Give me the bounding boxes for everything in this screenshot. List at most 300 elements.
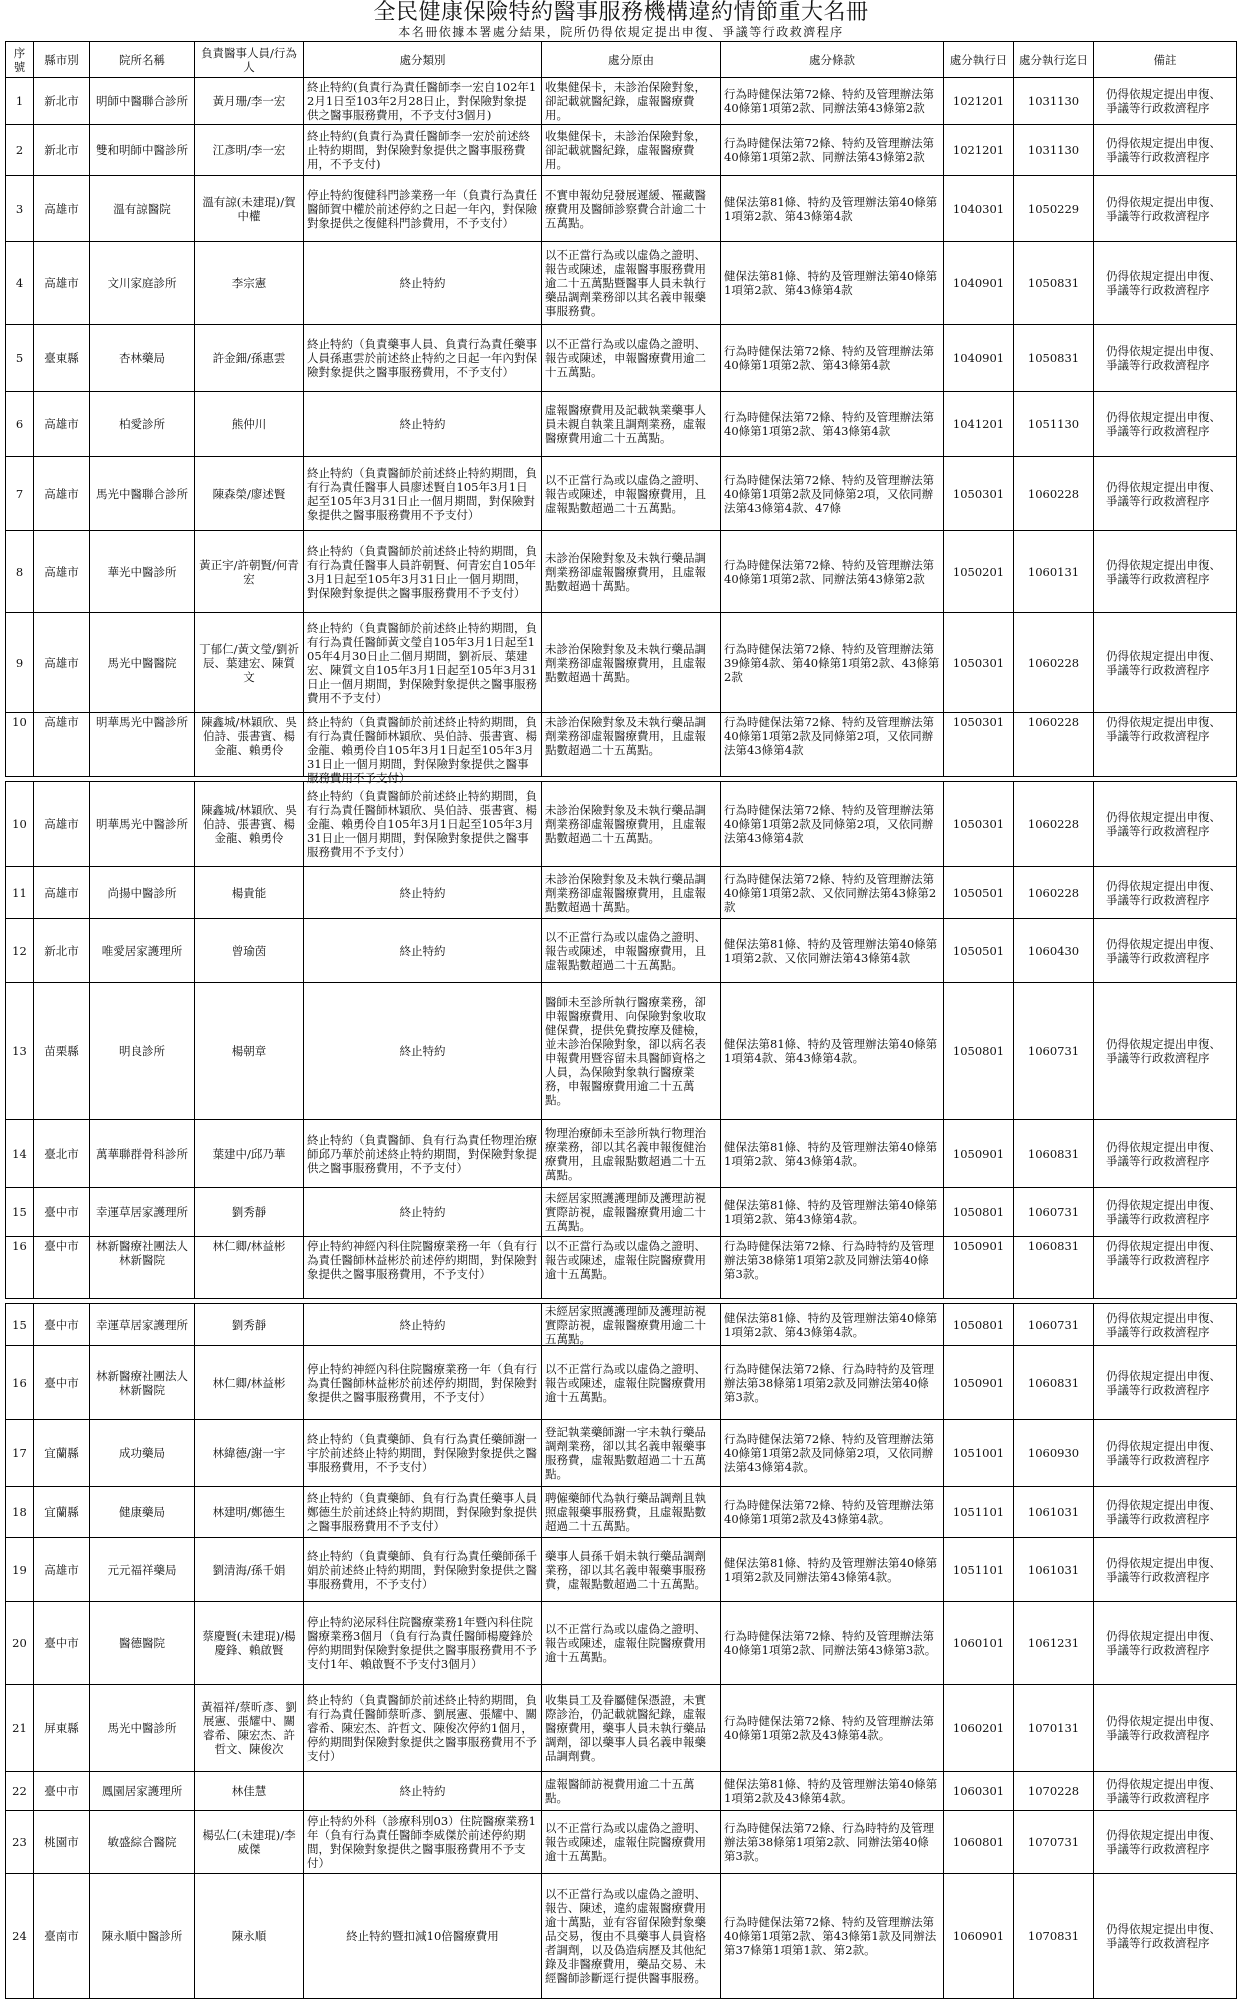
seq-cell: 12 (6, 919, 34, 982)
table-row (6, 1420, 1237, 1487)
header-institution-name: 院所名稱 (90, 42, 195, 77)
institution-name-cell: 成功藥局 (90, 1420, 195, 1486)
end-date-cell: 1060430 (1014, 919, 1094, 982)
seq-cell: 5 (6, 325, 34, 391)
remark-cell: 仍得依規定提出申復、爭議等行政救濟程序 (1094, 1772, 1237, 1810)
end-date-cell: 1060930 (1014, 1420, 1094, 1486)
end-date-cell: 1060831 (1014, 1120, 1094, 1187)
institution-name-cell: 醫德醫院 (90, 1602, 195, 1684)
penalty-reason-cell: 以不正當行為或以虛偽之證明、報告或陳述，申報醫療費用，且虛報點數超過二十五萬點。 (542, 457, 721, 530)
end-date-cell: 1060228 (1014, 867, 1094, 918)
penalty-category-cell: 終止特約（負責藥師、負有行為責任藥師孫千娟於前述終止特約期間，對保險對象提供之醫事服務費用，不予支付） (304, 1538, 542, 1601)
penalty-clause-cell: 行為時健保法第72條、特約及管理辦法第40條第1項第2款、第43條第4款 (721, 392, 944, 456)
institution-name-cell: 尚揚中醫診所 (90, 867, 195, 918)
seq-cell: 8 (6, 531, 34, 612)
city-cell: 臺中市 (34, 1304, 90, 1345)
penalty-clause-cell: 健保法第81條、特約及管理辦法第40條第1項第2款、第43條第4款 (721, 242, 944, 324)
start-date-cell: 1060901 (944, 1874, 1014, 1998)
penalty-category-cell: 停止特約泌尿科住院醫療業務1年暨內科住院醫療業務3個月（負有行為責任醫師楊慶鋒於停約期間對保險對象提供之醫事服務費用不予支付1年、賴啟賢不予支付3個月） (304, 1602, 542, 1684)
remark-cell: 仍得依規定提出申復、爭議等行政救濟程序 (1094, 392, 1237, 456)
start-date-cell: 1040301 (944, 176, 1014, 241)
institution-name-cell: 萬華聯群骨科診所 (90, 1120, 195, 1187)
start-date-cell: 1041201 (944, 392, 1014, 456)
institution-name-cell: 幸運草居家護理所 (90, 1188, 195, 1236)
header-penalty-reason: 處分原由 (542, 42, 721, 77)
end-date-cell: 1070731 (1014, 1811, 1094, 1873)
penalty-clause-cell: 行為時健保法第72條、特約及管理辦法第40條第1項第2款及同條第2項，又依同辦法第43條第4款 (721, 713, 944, 776)
institution-name-cell: 明華馬光中醫診所 (90, 782, 195, 866)
institution-name-cell: 明華馬光中醫診所 (90, 713, 195, 776)
city-cell: 苗栗縣 (34, 983, 90, 1119)
penalty-reason-cell: 以不正當行為或以虛偽之證明、報告或陳述，虛報住院醫療費用逾十五萬點。 (542, 1602, 721, 1684)
remark-cell: 仍得依規定提出申復、爭議等行政救濟程序 (1094, 983, 1237, 1119)
city-cell: 高雄市 (34, 613, 90, 712)
penalty-reason-cell: 收集健保卡，未診治保險對象，卻記載就醫紀錄，虛報醫療費用。 (542, 78, 721, 124)
remark-cell: 仍得依規定提出申復、爭議等行政救濟程序 (1094, 1120, 1237, 1187)
city-cell: 宜蘭縣 (34, 1420, 90, 1486)
penalty-reason-cell: 未診治保險對象及未執行藥品調劑業務卻虛報醫療費用，且虛報點數超過二十五萬點。 (542, 782, 721, 866)
penalty-reason-cell: 登記執業藥師謝一宇未執行藥品調劑業務，卻以其名義申報藥事服務費，虛報點數超過二十五萬點。 (542, 1420, 721, 1486)
document-subtitle: 本名冊依據本署處分結果，院所仍得依規定提出申復、爭議等行政救濟程序 (398, 25, 844, 39)
end-date-cell: 1060731 (1014, 983, 1094, 1119)
seq-cell: 1 (6, 78, 34, 124)
remark-cell: 仍得依規定提出申復、爭議等行政救濟程序 (1094, 125, 1237, 175)
penalty-category-cell: 終止特約（負責醫師於前述終止特約期間，負有行為責任醫事人員廖述賢自105年3月1日起至105年3月31日止一個月期間，對保險對象提供之醫事服務費用不予支付） (304, 457, 542, 530)
institution-name-cell: 鳳園居家護理所 (90, 1772, 195, 1810)
remark-cell: 仍得依規定提出申復、爭議等行政救濟程序 (1094, 1487, 1237, 1537)
city-cell: 高雄市 (34, 782, 90, 866)
penalty-category-cell: 終止特約 (304, 983, 542, 1119)
city-cell: 宜蘭縣 (34, 1487, 90, 1537)
seq-cell: 11 (6, 867, 34, 918)
remark-cell: 仍得依規定提出申復、爭議等行政救濟程序 (1094, 1874, 1237, 1998)
responsible-person-cell: 林佳慧 (195, 1772, 304, 1810)
table-row (6, 713, 1237, 777)
penalty-clause-cell: 健保法第81條、特約及管理辦法第40條第1項第2款、第43條第4款 (721, 176, 944, 241)
end-date-cell: 1070228 (1014, 1772, 1094, 1810)
start-date-cell: 1051101 (944, 1487, 1014, 1537)
penalty-reason-cell: 未診治保險對象及未執行藥品調劑業務卻虛報醫療費用，且虛報點數超過十萬點。 (542, 531, 721, 612)
penalty-category-cell: 停止特約復健科門診業務一年（負責行為責任醫師賀中權於前述停約之日起一年內，對保險對象提供之復健科門診費用，不予支付） (304, 176, 542, 241)
city-cell: 高雄市 (34, 176, 90, 241)
responsible-person-cell: 黃月珊/李一宏 (195, 78, 304, 124)
start-date-cell: 1050501 (944, 867, 1014, 918)
institution-name-cell: 馬光中醫診所 (90, 1685, 195, 1771)
penalty-clause-cell: 健保法第81條、特約及管理辦法第40條第1項第2款、第43條第4款。 (721, 1120, 944, 1187)
penalty-clause-cell: 健保法第81條、特約及管理辦法第40條第1項第2款、又依同辦法第43條第4款 (721, 919, 944, 982)
penalty-category-cell: 終止特約（負責醫師、負有行為責任物理治療師邱乃華於前述終止特約期間，對保險對象提供之醫事服務費用，不予支付） (304, 1120, 542, 1187)
remark-cell: 仍得依規定提出申復、爭議等行政救濟程序 (1094, 919, 1237, 982)
end-date-cell: 1050229 (1014, 176, 1094, 241)
responsible-person-cell: 李宗憲 (195, 242, 304, 324)
responsible-person-cell: 林緯德/謝一宇 (195, 1420, 304, 1486)
institution-name-cell: 馬光中醫聯合診所 (90, 457, 195, 530)
penalty-reason-cell: 聘僱藥師代為執行藥品調劑且執照虛報藥事服務費，且虛報點數超過二十五萬點。 (542, 1487, 721, 1537)
header-penalty-category: 處分類別 (304, 42, 542, 77)
table-row (6, 1874, 1237, 1999)
penalty-clause-cell: 行為時健保法第72條、特約及管理辦法第40條第1項第2款、同辦法第43條第2款 (721, 78, 944, 124)
responsible-person-cell: 陳森榮/廖述賢 (195, 457, 304, 530)
start-date-cell: 1050901 (944, 1237, 1014, 1298)
responsible-person-cell: 黃福祥/蔡昕彥、劉展憲、張耀中、關睿希、陳宏杰、許哲文、陳俊次 (195, 1685, 304, 1771)
table-row (6, 919, 1237, 983)
responsible-person-cell: 劉秀靜 (195, 1304, 304, 1345)
responsible-person-cell: 江彥明/李一宏 (195, 125, 304, 175)
penalty-reason-cell: 以不正當行為或以虛偽之證明、報告或陳述，虛報住院醫療費用逾十五萬點。 (542, 1811, 721, 1873)
city-cell: 高雄市 (34, 457, 90, 530)
table-header (6, 42, 1237, 78)
penalty-reason-cell: 虛報醫療費用及記載執業藥事人員未親自執業且調劑業務，虛報醫療費用逾二十五萬點。 (542, 392, 721, 456)
city-cell: 高雄市 (34, 392, 90, 456)
responsible-person-cell: 楊弘仁(未建琨)/李威傑 (195, 1811, 304, 1873)
responsible-person-cell: 熊仲川 (195, 392, 304, 456)
remark-cell: 仍得依規定提出申復、爭議等行政救濟程序 (1094, 1188, 1237, 1236)
penalty-reason-cell: 收集健保卡，未診治保險對象，卻記載就醫紀錄，虛報醫療費用。 (542, 125, 721, 175)
penalty-reason-cell: 未診治保險對象及未執行藥品調劑業務卻虛報醫療費用，且虛報點數超過二十五萬點。 (542, 713, 721, 776)
remark-cell: 仍得依規定提出申復、爭議等行政救濟程序 (1094, 1685, 1237, 1771)
start-date-cell: 1050301 (944, 613, 1014, 712)
responsible-person-cell: 陳鑫城/林穎欣、吳伯詩、張書賓、楊金龍、賴勇伶 (195, 782, 304, 866)
responsible-person-cell: 丁郁仁/黃文瑩/劉祈辰、葉建宏、陳質文 (195, 613, 304, 712)
penalty-category-cell: 終止特約 (304, 1772, 542, 1810)
end-date-cell: 1060228 (1014, 713, 1094, 776)
table-row (6, 1685, 1237, 1772)
institution-name-cell: 溫有諒醫院 (90, 176, 195, 241)
institution-name-cell: 健康藥局 (90, 1487, 195, 1537)
end-date-cell: 1061231 (1014, 1602, 1094, 1684)
penalty-reason-cell: 以不正當行為或以虛偽之證明、報告或陳述，申報醫療費用逾二十五萬點。 (542, 325, 721, 391)
end-date-cell: 1031130 (1014, 125, 1094, 175)
penalty-clause-cell: 行為時健保法第72條、行為時特約及管理辦法第38條第1項第2款及同辦法第40條第3款。 (721, 1346, 944, 1419)
start-date-cell: 1050201 (944, 531, 1014, 612)
city-cell: 臺中市 (34, 1772, 90, 1810)
penalty-clause-cell: 行為時健保法第72條、特約及管理辦法第40條第1項第2款及43條第4款。 (721, 1487, 944, 1537)
penalty-clause-cell: 行為時健保法第72條、特約及管理辦法第40條第1項第2款、又依同辦法第43條第2款 (721, 867, 944, 918)
seq-cell: 15 (6, 1304, 34, 1345)
responsible-person-cell: 陳永順 (195, 1874, 304, 1998)
penalty-clause-cell: 健保法第81條、特約及管理辦法第40條第1項第4款、第43條第4款。 (721, 983, 944, 1119)
table-row (6, 176, 1237, 242)
remark-cell: 仍得依規定提出申復、爭議等行政救濟程序 (1094, 1237, 1237, 1298)
seq-cell: 6 (6, 392, 34, 456)
remark-cell: 仍得依規定提出申復、爭議等行政救濟程序 (1094, 457, 1237, 530)
penalty-clause-cell: 健保法第81條、特約及管理辦法第40條第1項第2款、第43條第4款。 (721, 1304, 944, 1345)
penalty-category-cell: 終止特約 (304, 242, 542, 324)
penalty-reason-cell: 以不正當行為或以虛偽之證明、報告或陳述，申報醫療費用，且虛報點數超過二十五萬點。 (542, 919, 721, 982)
remark-cell: 仍得依規定提出申復、爭議等行政救濟程序 (1094, 78, 1237, 124)
penalty-category-cell: 終止特約 (304, 1188, 542, 1236)
penalty-reason-cell: 以不正當行為或以虛偽之證明、報告、陳述，違約虛報醫療費用逾十萬點，並有容留保險對象藥品交易，復由不具藥事人員資格者調劑，以及偽造病歷及其他紀錄及非醫療費用，藥品交易、未經醫師診斷逕行提供醫事服務。 (542, 1874, 721, 1998)
table-row (6, 1811, 1237, 1874)
seq-cell: 7 (6, 457, 34, 530)
responsible-person-cell: 黃正宇/許朝賢/何青宏 (195, 531, 304, 612)
seq-cell: 16 (6, 1346, 34, 1419)
responsible-person-cell: 林仁卿/林益彬 (195, 1346, 304, 1419)
penalty-clause-cell: 健保法第81條、特約及管理辦法第40條第1項第2款及同辦法第43條第4款。 (721, 1538, 944, 1601)
penalty-category-cell: 停止特約外科（診療科別03）住院醫療業務1年（負有行為責任醫師李威傑於前述停約期間，對保險對象提供之醫事服務費用不予支付） (304, 1811, 542, 1873)
start-date-cell: 1051101 (944, 1538, 1014, 1601)
institution-name-cell: 華光中醫診所 (90, 531, 195, 612)
city-cell: 新北市 (34, 125, 90, 175)
seq-cell: 9 (6, 613, 34, 712)
penalty-category-cell: 終止特約暨扣減10倍醫療費用 (304, 1874, 542, 1998)
penalty-clause-cell: 健保法第81條、特約及管理辦法第40條第1項第2款、第43條第4款。 (721, 1188, 944, 1236)
seq-cell: 13 (6, 983, 34, 1119)
seq-cell: 23 (6, 1811, 34, 1873)
remark-cell: 仍得依規定提出申復、爭議等行政救濟程序 (1094, 176, 1237, 241)
end-date-cell: 1060228 (1014, 457, 1094, 530)
institution-name-cell: 林新醫療社團法人林新醫院 (90, 1237, 195, 1298)
penalty-clause-cell: 行為時健保法第72條、特約及管理辦法第40條第1項第2款、同辦法第43條第3款。 (721, 1602, 944, 1684)
table-row (6, 782, 1237, 867)
city-cell: 屏東縣 (34, 1685, 90, 1771)
table-row (6, 78, 1237, 125)
institution-name-cell: 幸運草居家護理所 (90, 1304, 195, 1345)
start-date-cell: 1021201 (944, 125, 1014, 175)
city-cell: 臺中市 (34, 1602, 90, 1684)
table-row (6, 1602, 1237, 1685)
table-row (6, 1487, 1237, 1538)
responsible-person-cell: 陳鑫城/林穎欣、吳伯詩、張書賓、楊金龍、賴勇伶 (195, 713, 304, 776)
city-cell: 高雄市 (34, 713, 90, 776)
start-date-cell: 1050801 (944, 1304, 1014, 1345)
start-date-cell: 1050901 (944, 1120, 1014, 1187)
city-cell: 新北市 (34, 78, 90, 124)
penalty-reason-cell: 收集員工及眷屬健保憑證，未實際診治，仍記載就醫紀錄，虛報醫療費用，藥事人員未執行藥品調劑，卻以藥事人員名義申報藥品調劑費。 (542, 1685, 721, 1771)
table-row (6, 1346, 1237, 1420)
penalty-clause-cell: 行為時健保法第72條、特約及管理辦法第39條第4款、第40條第1項第2款、43條第2款 (721, 613, 944, 712)
penalty-clause-cell: 行為時健保法第72條、特約及管理辦法第40條第1項第2款及同條第2項，又依同辦法第43條第4款。 (721, 1420, 944, 1486)
penalty-reason-cell: 藥事人員孫千娟未執行藥品調劑業務，卻以其名義申報藥事服務費，虛報點數超過二十五萬點。 (542, 1538, 721, 1601)
seq-cell: 2 (6, 125, 34, 175)
remark-cell: 仍得依規定提出申復、爭議等行政救濟程序 (1094, 782, 1237, 866)
table-row (6, 1772, 1237, 1811)
table-row (6, 242, 1237, 325)
end-date-cell: 1050831 (1014, 242, 1094, 324)
end-date-cell: 1060831 (1014, 1346, 1094, 1419)
start-date-cell: 1040901 (944, 325, 1014, 391)
end-date-cell: 1061031 (1014, 1487, 1094, 1537)
seq-cell: 3 (6, 176, 34, 241)
start-date-cell: 1060101 (944, 1602, 1014, 1684)
institution-name-cell: 杏林藥局 (90, 325, 195, 391)
penalty-category-cell: 終止特約（負責醫師於前述終止特約期間，負有行為責任醫師林穎欣、吳伯詩、張書賓、楊金龍、賴勇伶自105年3月1日起至105年3月31日止一個月期間，對保險對象提供之醫事服務費用不予支付） (304, 782, 542, 866)
start-date-cell: 1060301 (944, 1772, 1014, 1810)
responsible-person-cell: 劉秀靜 (195, 1188, 304, 1236)
seq-cell: 10 (6, 713, 34, 776)
start-date-cell: 1050301 (944, 782, 1014, 866)
remark-cell: 仍得依規定提出申復、爭議等行政救濟程序 (1094, 531, 1237, 612)
penalty-category-cell: 終止特約 (304, 919, 542, 982)
penalty-category-cell: 停止特約神經內科住院醫療業務一年（負有行為責任醫師林益彬於前述停約期間，對保險對象提供之醫事服務費用，不予支付） (304, 1237, 542, 1298)
institution-name-cell: 林新醫療社團法人林新醫院 (90, 1346, 195, 1419)
responsible-person-cell: 劉清海/孫千娟 (195, 1538, 304, 1601)
penalty-category-cell: 終止特約 (304, 867, 542, 918)
end-date-cell: 1061031 (1014, 1538, 1094, 1601)
penalty-category-cell: 終止特約(負責行為責任醫師李一宏於前述終止特約期間，對保險對象提供之醫事服務費用，不予支付) (304, 125, 542, 175)
city-cell: 高雄市 (34, 1538, 90, 1601)
remark-cell: 仍得依規定提出申復、爭議等行政救濟程序 (1094, 1420, 1237, 1486)
end-date-cell: 1060731 (1014, 1304, 1094, 1345)
start-date-cell: 1050801 (944, 1188, 1014, 1236)
start-date-cell: 1050301 (944, 713, 1014, 776)
seq-cell: 22 (6, 1772, 34, 1810)
start-date-cell: 1050301 (944, 457, 1014, 530)
responsible-person-cell: 林建明/鄭德生 (195, 1487, 304, 1537)
city-cell: 臺中市 (34, 1237, 90, 1298)
seq-cell: 10 (6, 782, 34, 866)
remark-cell: 仍得依規定提出申復、爭議等行政救濟程序 (1094, 1538, 1237, 1601)
penalty-reason-cell: 物理治療師未至診所執行物理治療業務，卻以其名義申報復健治療費用，且虛報點數超過二十五萬點。 (542, 1120, 721, 1187)
start-date-cell: 1060201 (944, 1685, 1014, 1771)
penalty-clause-cell: 行為時健保法第72條、特約及管理辦法第40條第1項第2款、同辦法第43條第2款 (721, 125, 944, 175)
city-cell: 新北市 (34, 919, 90, 982)
start-date-cell: 1021201 (944, 78, 1014, 124)
seq-cell: 4 (6, 242, 34, 324)
seq-cell: 16 (6, 1237, 34, 1298)
header-remark: 備註 (1094, 42, 1237, 77)
penalty-category-cell: 終止特約 (304, 1304, 542, 1345)
table-row (6, 392, 1237, 457)
seq-cell: 14 (6, 1120, 34, 1187)
penalty-clause-cell: 行為時健保法第72條、特約及管理辦法第40條第1項第2款、第43條第1款及同辦法第37條第1項第1款、第2款。 (721, 1874, 944, 1998)
penalty-category-cell: 終止特約（負責藥師、負有行為責任藥事人員鄭德生於前述終止特約期間，對保險對象提供之醫事服務費用不予支付） (304, 1487, 542, 1537)
responsible-person-cell: 葉建中/邱乃華 (195, 1120, 304, 1187)
penalty-clause-cell: 行為時健保法第72條、特約及管理辦法第40條第1項第2款及同條第2項，又依同辦法第43條第4款 (721, 782, 944, 866)
start-date-cell: 1050901 (944, 1346, 1014, 1419)
penalty-clause-cell: 行為時健保法第72條、行為時特約及管理辦法第38條第1項第2款、同辦法第40條第3款。 (721, 1811, 944, 1873)
city-cell: 高雄市 (34, 531, 90, 612)
penalty-reason-cell: 未經居家照護護理師及護理訪視實際訪視，虛報醫療費用逾二十五萬點。 (542, 1188, 721, 1236)
table-row (6, 1188, 1237, 1237)
city-cell: 高雄市 (34, 867, 90, 918)
penalty-clause-cell: 行為時健保法第72條、行為時特約及管理辦法第38條第1項第2款及同辦法第40條第3款。 (721, 1237, 944, 1298)
penalty-category-cell: 終止特約 (304, 392, 542, 456)
penalty-clause-cell: 行為時健保法第72條、特約及管理辦法第40條第1項第2款及43條第4款。 (721, 1685, 944, 1771)
remark-cell: 仍得依規定提出申復、爭議等行政救濟程序 (1094, 867, 1237, 918)
end-date-cell: 1051130 (1014, 392, 1094, 456)
responsible-person-cell: 溫有諒(未建琨)/賀中權 (195, 176, 304, 241)
start-date-cell: 1050801 (944, 983, 1014, 1119)
institution-name-cell: 陳永順中醫診所 (90, 1874, 195, 1998)
end-date-cell: 1050831 (1014, 325, 1094, 391)
responsible-person-cell: 蔡慶賢(未建琨)/楊慶鋒、賴啟賢 (195, 1602, 304, 1684)
table-row (6, 613, 1237, 713)
table-row (6, 1120, 1237, 1188)
penalty-clause-cell: 行為時健保法第72條、特約及管理辦法第40條第1項第2款、第43條第4款 (721, 325, 944, 391)
institution-name-cell: 柏愛診所 (90, 392, 195, 456)
institution-name-cell: 敏盛綜合醫院 (90, 1811, 195, 1873)
penalty-reason-cell: 以不正當行為或以虛偽之證明、報告或陳述，虛報醫事服務費用逾二十五萬點暨醫事人員未執行藥品調劑業務卻以其名義申報藥事服務費。 (542, 242, 721, 324)
responsible-person-cell: 曾瑜茵 (195, 919, 304, 982)
end-date-cell: 1031130 (1014, 78, 1094, 124)
end-date-cell: 1070131 (1014, 1685, 1094, 1771)
end-date-cell: 1060831 (1014, 1237, 1094, 1298)
penalty-category-cell: 終止特約（負責醫師於前述終止特約期間，負有行為責任醫師黃文瑩自105年3月1日起至105年4月30日止二個月期間，劉祈辰、葉建宏、陳質文自105年3月1日起至105年3月31日止一個月期間，對保險對象提供之醫事服務費用不予支付） (304, 613, 542, 712)
city-cell: 高雄市 (34, 242, 90, 324)
penalty-reason-cell: 醫師未至診所執行醫療業務，卻申報醫療費用、向保險對象收取健保費，提供免費按摩及健檢，並未診治保險對象，卻以病名表申報費用暨容留未具醫師資格之人員，為保險對象執行醫療業務，申報醫療費用逾二十五萬點。 (542, 983, 721, 1119)
institution-name-cell: 明師中醫聯合診所 (90, 78, 195, 124)
remark-cell: 仍得依規定提出申復、爭議等行政救濟程序 (1094, 1346, 1237, 1419)
institution-name-cell: 明良診所 (90, 983, 195, 1119)
remark-cell: 仍得依規定提出申復、爭議等行政救濟程序 (1094, 613, 1237, 712)
penalty-category-cell: 停止特約神經內科住院醫療業務一年（負有行為責任醫師林益彬於前述停約期間，對保險對象提供之醫事服務費用，不予支付） (304, 1346, 542, 1419)
remark-cell: 仍得依規定提出申復、爭議等行政救濟程序 (1094, 1811, 1237, 1873)
penalty-category-cell: 終止特約（負責醫師於前述終止特約期間，負有行為責任醫事人員許朝賢、何青宏自105年3月1日起至105年3月31日止一個月期間，對保險對象提供之醫事服務費用不予支付） (304, 531, 542, 612)
seq-cell: 18 (6, 1487, 34, 1537)
remark-cell: 仍得依規定提出申復、爭議等行政救濟程序 (1094, 325, 1237, 391)
penalty-category-cell: 終止特約（負責藥事人員、負責行為責任藥事人員孫惠雲於前述終止特約之日起一年內對保險對象提供之醫事服務費用，不予支付） (304, 325, 542, 391)
seq-cell: 24 (6, 1874, 34, 1998)
table-row (6, 1538, 1237, 1602)
end-date-cell: 1060131 (1014, 531, 1094, 612)
start-date-cell: 1060801 (944, 1811, 1014, 1873)
start-date-cell: 1040901 (944, 242, 1014, 324)
penalty-category-cell: 終止特約（負責醫師於前述終止特約期間，負有行為責任醫師蔡昕彥、劉展憲、張耀中、關睿希、陳宏杰、許哲文、陳俊次停約1個月，停約期間對保險對象提供之醫事服務費用不予支付） (304, 1685, 542, 1771)
seq-cell: 15 (6, 1188, 34, 1236)
header-penalty-clause: 處分條款 (721, 42, 944, 77)
header-start-date: 處分執行日 (944, 42, 1014, 77)
penalty-category-cell: 終止特約（負責藥師、負有行為責任藥師謝一宇於前述終止特約期間，對保險對象提供之醫事服務費用，不予支付） (304, 1420, 542, 1486)
table-row (6, 1304, 1237, 1346)
penalty-category-cell: 終止特約(負責行為責任醫師李一宏自102年12月1日至103年2月28日止，對保險對象提供之醫事服務費用，不予支付3個月) (304, 78, 542, 124)
remark-cell: 仍得依規定提出申復、爭議等行政救濟程序 (1094, 713, 1237, 776)
institution-name-cell: 雙和明師中醫診所 (90, 125, 195, 175)
seq-cell: 21 (6, 1685, 34, 1771)
penalty-reason-cell: 不實申報幼兒發展遲緩、罹藏醫療費用及醫師診察費合計逾二十五萬點。 (542, 176, 721, 241)
end-date-cell: 1060228 (1014, 613, 1094, 712)
city-cell: 桃園市 (34, 1811, 90, 1873)
penalty-clause-cell: 健保法第81條、特約及管理辦法第40條第1項第2款及43條第4款。 (721, 1772, 944, 1810)
table-row (6, 1237, 1237, 1299)
penalty-clause-cell: 行為時健保法第72條、特約及管理辦法第40條第1項第2款及同條第2項，又依同辦法第43條第4款、47條 (721, 457, 944, 530)
city-cell: 臺東縣 (34, 325, 90, 391)
table-row (6, 867, 1237, 919)
table-row (6, 983, 1237, 1120)
end-date-cell: 1070831 (1014, 1874, 1094, 1998)
responsible-person-cell: 楊朝章 (195, 983, 304, 1119)
responsible-person-cell: 林仁卿/林益彬 (195, 1237, 304, 1298)
remark-cell: 仍得依規定提出申復、爭議等行政救濟程序 (1094, 242, 1237, 324)
table-row (6, 125, 1237, 176)
responsible-person-cell: 楊貴能 (195, 867, 304, 918)
header-responsible-person: 負責醫事人員/行為人 (195, 42, 304, 77)
table-row (6, 457, 1237, 531)
penalty-reason-cell: 虛報醫師訪視費用逾二十五萬點。 (542, 1772, 721, 1810)
header-seq: 序號 (6, 42, 34, 77)
seq-cell: 20 (6, 1602, 34, 1684)
penalty-reason-cell: 未診治保險對象及未執行藥品調劑業務卻虛報醫療費用，且虛報點數超過十萬點。 (542, 613, 721, 712)
start-date-cell: 1050501 (944, 919, 1014, 982)
institution-name-cell: 馬光中醫醫院 (90, 613, 195, 712)
penalty-reason-cell: 未診治保險對象及未執行藥品調劑業務卻虛報醫療費用，且虛報點數超過十萬點。 (542, 867, 721, 918)
penalty-reason-cell: 未經居家照護護理師及護理訪視實際訪視，虛報醫療費用逾二十五萬點。 (542, 1304, 721, 1345)
end-date-cell: 1060228 (1014, 782, 1094, 866)
seq-cell: 17 (6, 1420, 34, 1486)
penalty-reason-cell: 以不正當行為或以虛偽之證明、報告或陳述，虛報住院醫療費用逾十五萬點。 (542, 1237, 721, 1298)
header-end-date: 處分執行迄日 (1014, 42, 1094, 77)
table-row (6, 531, 1237, 613)
responsible-person-cell: 許金鈿/孫惠雲 (195, 325, 304, 391)
penalty-category-cell: 終止特約（負責醫師於前述終止特約期間，負有行為責任醫師林穎欣、吳伯詩、張書賓、楊金龍、賴勇伶自105年3月1日起至105年3月31日止一個月期間，對保險對象提供之醫事 (304, 713, 542, 776)
penalty-reason-cell: 以不正當行為或以虛偽之證明、報告或陳述，虛報住院醫療費用逾十五萬點。 (542, 1346, 721, 1419)
city-cell: 臺中市 (34, 1346, 90, 1419)
seq-cell: 19 (6, 1538, 34, 1601)
remark-cell: 仍得依規定提出申復、爭議等行政救濟程序 (1094, 1304, 1237, 1345)
table-body (6, 78, 1237, 1999)
start-date-cell: 1051001 (944, 1420, 1014, 1486)
institution-name-cell: 唯愛居家護理所 (90, 919, 195, 982)
